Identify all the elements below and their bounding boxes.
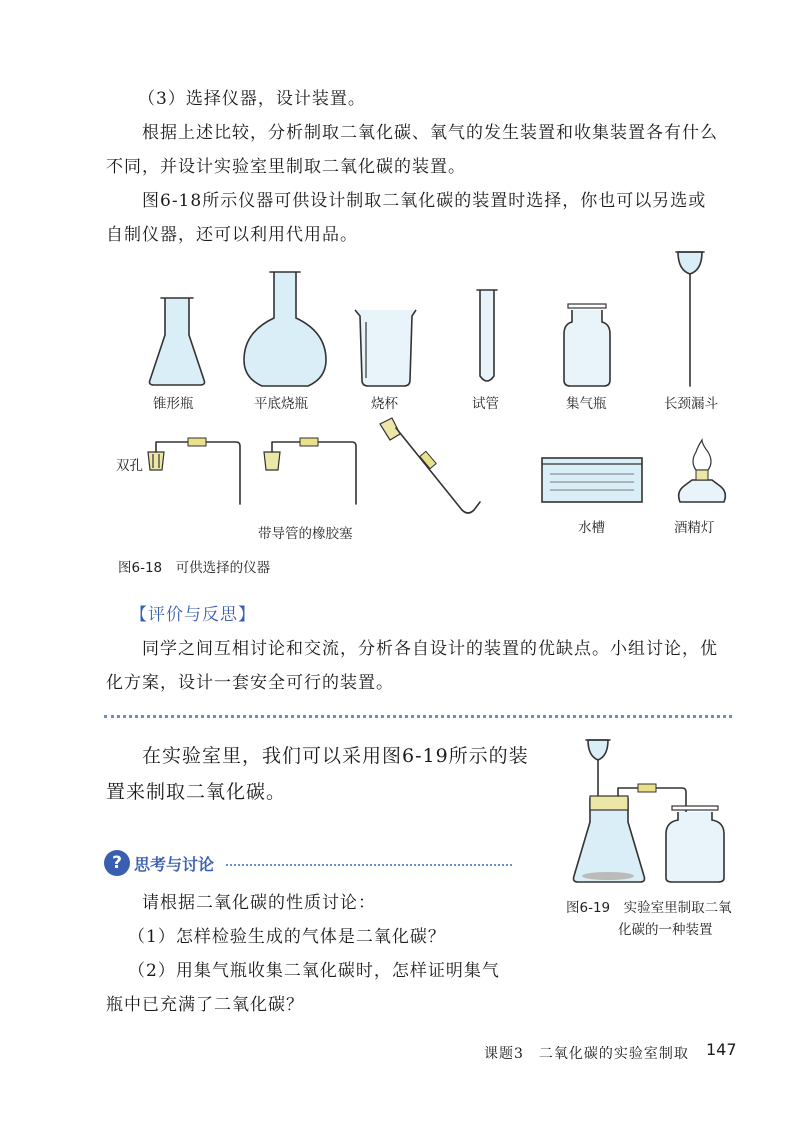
label-test-tube: 试管 bbox=[472, 396, 499, 412]
discussion-question: （2）用集气瓶收集二氧化碳时，怎样证明集气 bbox=[128, 961, 500, 981]
paragraph-line: 根据上述比较，分析制取二氧化碳、氧气的发生装置和收集装置各有什么 bbox=[142, 123, 718, 143]
stopper-single-tube-icon bbox=[264, 438, 356, 504]
page-number: 147 bbox=[706, 1040, 737, 1059]
erlenmeyer-flask-icon bbox=[150, 298, 205, 385]
stopper-double-hole-icon bbox=[148, 438, 240, 504]
discussion-rule bbox=[226, 864, 512, 866]
discussion-question: 瓶中已充满了二氧化碳？ bbox=[106, 995, 304, 1015]
figure-caption: 图6-18 可供选择的仪器 bbox=[118, 560, 271, 576]
label-double-hole: 双孔 bbox=[116, 458, 143, 474]
footer-chapter: 课题3 二氧化碳的实验室制取 bbox=[484, 1046, 689, 1062]
label-gas-bottle: 集气瓶 bbox=[566, 396, 607, 412]
label-beaker: 烧杯 bbox=[371, 396, 398, 412]
section-divider bbox=[104, 715, 732, 718]
paragraph-line: 同学之间互相讨论和交流，分析各自设计的装置的优缺点。小组讨论，优 bbox=[142, 639, 718, 659]
evaluation-title: 【评价与反思】 bbox=[130, 605, 256, 625]
beaker-icon bbox=[355, 310, 416, 386]
discussion-question: （1）怎样检验生成的气体是二氧化碳？ bbox=[128, 927, 446, 947]
intro-line: 在实验室里，我们可以采用图6-19所示的装 bbox=[142, 745, 529, 767]
label-long-funnel: 长颈漏斗 bbox=[664, 396, 718, 412]
discussion-title: 思考与讨论 bbox=[134, 855, 215, 874]
long-neck-funnel-icon bbox=[676, 252, 704, 386]
intro-line: 置来制取二氧化碳。 bbox=[106, 781, 287, 803]
paragraph-line: 化方案，设计一套安全可行的装置。 bbox=[106, 673, 394, 693]
question-icon: ? bbox=[104, 850, 130, 876]
alcohol-lamp-icon bbox=[679, 440, 726, 502]
label-water-trough: 水槽 bbox=[578, 520, 605, 536]
stopper-bent-tube-icon bbox=[380, 418, 480, 513]
label-alcohol-lamp: 酒精灯 bbox=[674, 520, 715, 536]
label-round-flask: 平底烧瓶 bbox=[254, 396, 308, 412]
figure-6-19-caption: 化碳的一种装置 bbox=[618, 922, 713, 938]
discussion-prompt: 请根据二氧化碳的性质讨论： bbox=[142, 893, 376, 913]
label-stopper-with-tube: 带导管的橡胶塞 bbox=[258, 526, 353, 542]
gas-bottle-icon bbox=[564, 304, 610, 386]
paragraph-line: 图6-18所示仪器可供设计制取二氧化碳的装置时选择，你也可以另选或 bbox=[142, 191, 707, 211]
step-heading: （3）选择仪器，设计装置。 bbox=[138, 89, 366, 109]
paragraph-line: 自制仪器，还可以利用代用品。 bbox=[106, 225, 358, 245]
figure-6-19-caption: 图6-19 实验室里制取二氧 bbox=[566, 900, 732, 916]
test-tube-icon bbox=[477, 290, 497, 381]
water-trough-icon bbox=[542, 458, 642, 502]
flat-bottom-flask-icon bbox=[244, 272, 326, 386]
figure-6-19-apparatus bbox=[560, 730, 740, 890]
label-flask: 锥形瓶 bbox=[153, 396, 194, 412]
paragraph-line: 不同，并设计实验室里制取二氧化碳的装置。 bbox=[106, 157, 466, 177]
